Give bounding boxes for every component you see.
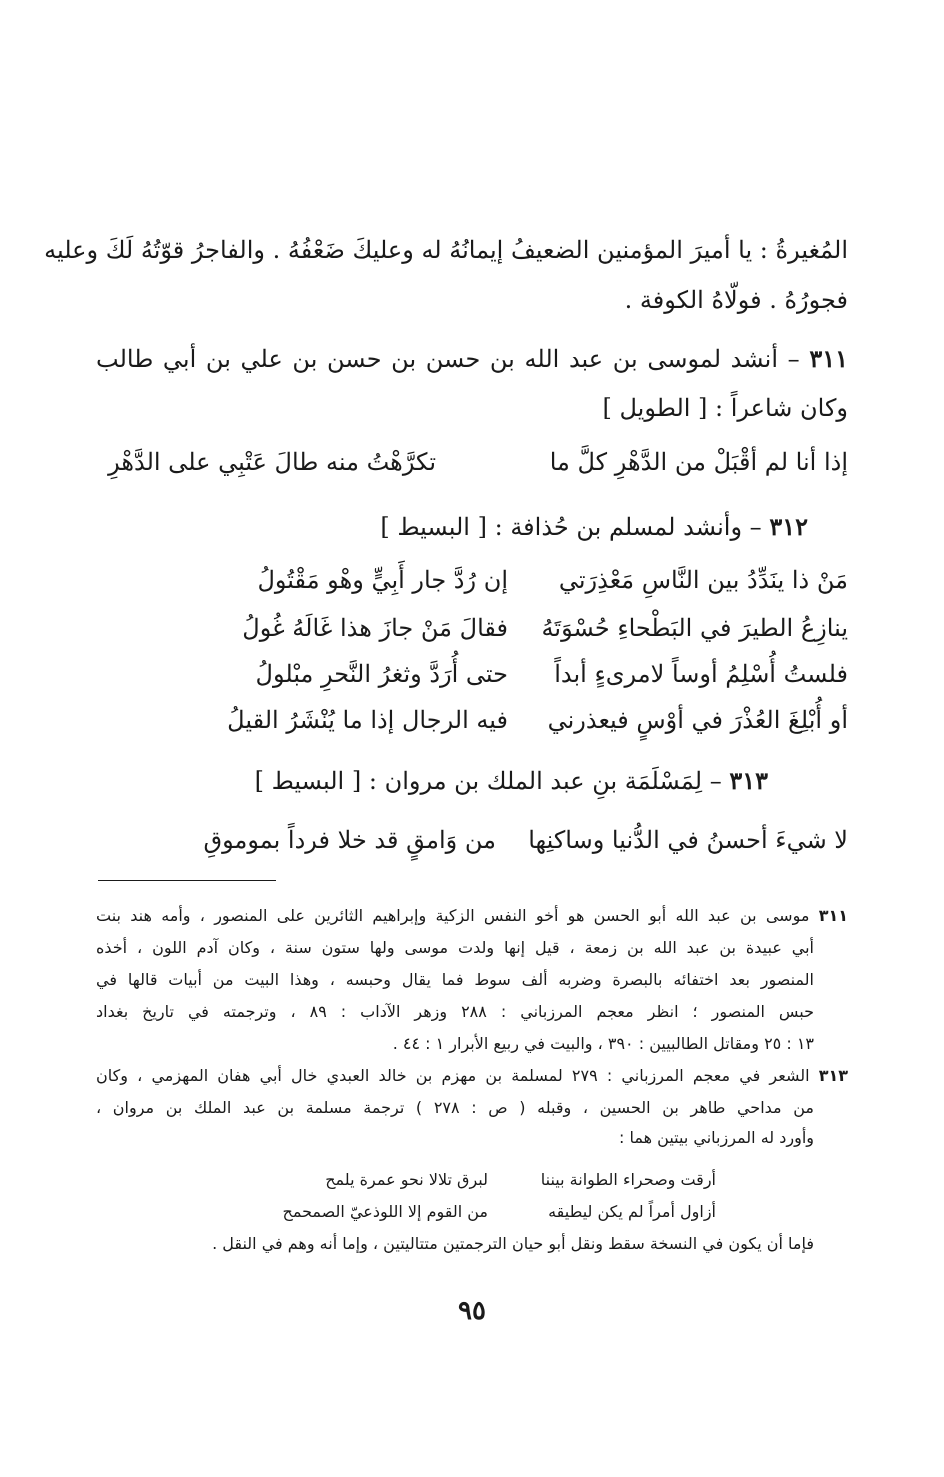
entry-311-text: – أنشد لموسى بن عبد الله بن حسن بن حسن بن علي بن أبي طالب xyxy=(96,345,800,373)
intro-line-2: فجورُهُ . فولّاهُ الكوفة . xyxy=(624,286,848,314)
verse-second-hemistich: من القوم إلا اللوذعيّ الصمحمح xyxy=(282,1202,488,1221)
verse-first-hemistich: أزاول أمراً لم يكن ليطيقه xyxy=(548,1202,716,1221)
entry-313-header xyxy=(255,766,768,795)
footnote-313-number: ٣١٣ xyxy=(818,1066,849,1085)
entry-312-verse-1 xyxy=(257,566,848,594)
entry-311-number: ٣١١ xyxy=(809,344,848,373)
verse-second-hemistich: لبرق تلالا نحو عمرة يلمح xyxy=(325,1170,488,1189)
footnote-313-line-3: وأورد له المرزباني بيتين هما : xyxy=(619,1128,814,1147)
footnote-313-line-1 xyxy=(96,1066,848,1085)
entry-313-text: – لِمَسْلَمَة بنِ عبد الملك بن مروان : [ البسيط ] xyxy=(254,767,722,795)
footnote-311-line-1 xyxy=(96,906,848,925)
verse-first-hemistich: أو أُبْلِغَ العُذْرَ في أوْسٍ فيعذرني xyxy=(547,706,848,734)
footnote-311-line-4: حبس المنصور ؛ انظر معجم المرزباني : ٢٨٨ وزهر الآداب : ٨٩ ، وترجمته في تاريخ بغداد xyxy=(96,1002,814,1021)
footnote-311-line-5: ١٣ : ٢٥ ومقاتل الطالبيين : ٣٩٠ ، والبيت في ربيع الأبرار ١ : ٤٤ . xyxy=(392,1034,814,1053)
entry-312-verse-2 xyxy=(242,614,848,642)
verse-first-hemistich: مَنْ ذا ينَدِّدُ بين النَّاسِ مَعْذِرَتي xyxy=(558,566,848,594)
verse-first-hemistich: ينازِعُ الطيرَ في البَطْحاءِ حُسْوَتَهُ xyxy=(541,614,848,642)
page-number: ٩٥ xyxy=(458,1296,486,1326)
footnote-311-line-2: أبي عبيدة بن عبد الله بن زمعة ، قيل إنها ولدت موسى ولها ستون سنة ، وكان آدم اللون ، أخذه xyxy=(96,938,814,957)
entry-311-verse xyxy=(96,448,848,476)
verse-second-hemistich: من وَامقٍ قد خلا فرداً بموموقِ xyxy=(203,826,496,854)
verse-second-hemistich: فقالَ مَنْ جازَ هذا غَالَهُ غُولُ xyxy=(242,614,508,642)
entry-312-verse-3 xyxy=(256,660,848,688)
verse-first-hemistich: أرقت وصحراء الطوانة بيننا xyxy=(540,1170,716,1189)
entry-312-verse-4 xyxy=(227,706,848,734)
footnote-313-verse-1 xyxy=(325,1170,716,1189)
footnote-311-number: ٣١١ xyxy=(818,906,849,925)
verse-first-hemistich: لا شيءَ أحسنُ في الدُّنيا وساكنِها xyxy=(528,826,848,854)
footnote-313-verse-2 xyxy=(283,1202,717,1221)
entry-311-line-1 xyxy=(96,344,848,373)
entry-312-text: – وأنشد لمسلم بن حُذافة : [ البسيط ] xyxy=(380,513,762,541)
verse-second-hemistich: إن رُدَّ جار أَبِيٍّ وهْو مَقْتُولُ xyxy=(257,566,508,594)
entry-312-header xyxy=(380,512,808,541)
verse-first-hemistich: إذا أنا لم أقْبَلْ من الدَّهْرِ كلَّ ما xyxy=(549,448,848,476)
verse-second-hemistich: حتى أُرَدَّ وثغرُ النَّحرِ مبْلولُ xyxy=(255,660,508,688)
verse-second-hemistich: تكرَّهْتُ منه طالَ عَتْبِي على الدَّهْرِ xyxy=(108,448,436,476)
footnote-313-closing: فإما أن يكون في النسخة سقط ونقل أبو حيان الترجمتين متتاليتين ، وإما أنه وهم في النقل . xyxy=(212,1234,814,1253)
footnote-313-line-2: من مداحي طاهر بن الحسين ، وقبله ( ص : ٢٧٨ ) ترجمة مسلمة بن عبد الملك بن مروان ، xyxy=(96,1098,815,1117)
entry-313-verse xyxy=(203,826,848,854)
entry-312-number: ٣١٢ xyxy=(769,512,808,541)
intro-line-1: المُغيرةُ : يا أميرَ المؤمنين الضعيفُ إيمانُهُ له وعليكَ ضَعْفُهُ . والفاجرُ قوّتُهُ لَكَ وعليه xyxy=(44,236,848,264)
footnote-311-text: موسى بن عبد الله أبو الحسن هو أخو النفس الزكية وإبراهيم الثائرين على المنصور ، وأمه هند بنت xyxy=(96,906,810,925)
entry-311-line-2: وكان شاعراً : [ الطويل ] xyxy=(602,394,848,422)
verse-first-hemistich: فلستُ أُسْلِمُ أوساً لامرىءٍ أبداً xyxy=(554,660,848,688)
footnote-separator xyxy=(98,880,276,881)
footnote-311-line-3: المنصور بعد اختفائه بالبصرة وضربه ألف سوط فما يقال وحبسه ، وهذا البيت من أبيات قالها في xyxy=(96,970,814,989)
verse-second-hemistich: فيه الرجال إذا ما يُنْشَرُ القيلُ xyxy=(227,706,508,734)
entry-313-number: ٣١٣ xyxy=(729,766,768,795)
footnote-313-text: الشعر في معجم المرزباني : ٢٧٩ لمسلمة بن مهزم بن خالد العبدي خال أبي هفان المهزمي ، وكان xyxy=(96,1066,810,1085)
